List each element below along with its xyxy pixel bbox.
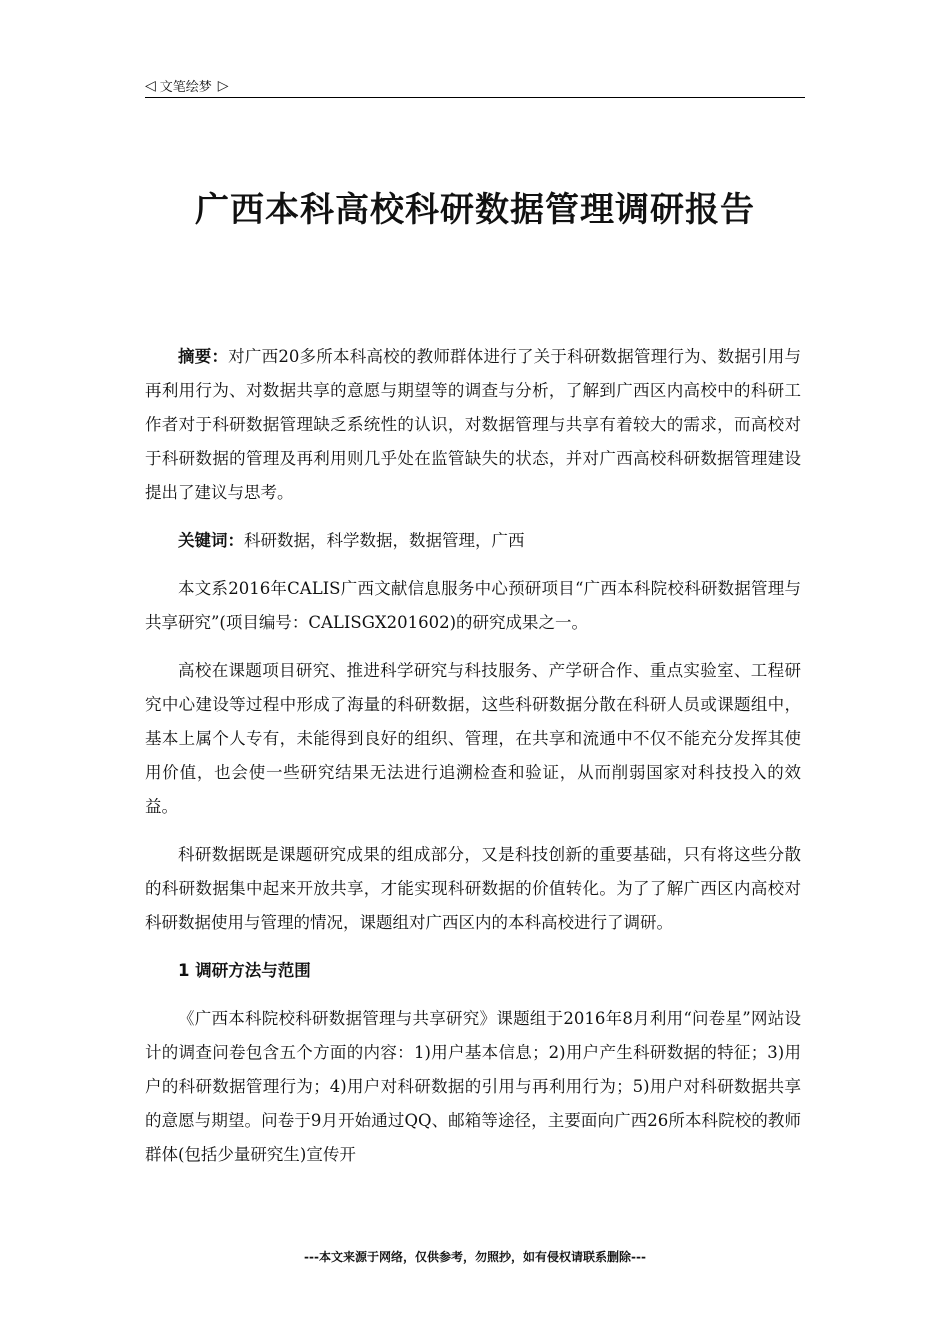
document-body xyxy=(145,340,801,1186)
right-triangle-icon: ▷ xyxy=(217,77,229,94)
header-name: 文笔绘梦 xyxy=(159,80,212,95)
body-paragraph: 高校在课题项目研究、推进科学研究与科技服务、产学研合作、重点实验室、工程研究中心建设等过程中形成了海量的科研数据，这些科研数据分散在科研人员或课题组中，基本上属个人专有，未能得到良好的组织、管理，在共享和流通中不仅不能充分发挥其使用价值，也会使一些研究结果无法进行追溯检查和验证，从而削弱国家对科技投入的效益。 xyxy=(145,661,801,816)
body-paragraph: 科研数据既是课题研究成果的组成部分，又是科技创新的重要基础，只有将这些分散的科研数据集中起来开放共享，才能实现科研数据的价值转化。为了了解广西区内高校对科研数据使用与管理的情况，课题组对广西区内的本科高校进行了调研。 xyxy=(145,845,801,932)
keywords-label: 关键词： xyxy=(178,531,244,550)
abstract-label: 摘要： xyxy=(178,347,229,366)
page-header xyxy=(145,74,805,98)
left-triangle-icon: ◁ xyxy=(145,77,156,94)
keywords-text: 科研数据，科学数据，数据管理，广西 xyxy=(244,531,525,550)
section-paragraph: 《广西本科院校科研数据管理与共享研究》课题组于2016年8月利用“问卷星”网站设计的调查问卷包含五个方面的内容：1)用户基本信息；2)用户产生科研数据的特征；3)用户的科研数据管理行为；4)用户对科研数据的引用与再利用行为；5)用户对科研数据共享的意愿与期望。问卷于9月开始通过QQ、邮箱等途径，主要面向广西26所本科院校的教师群体(包括少量研究生)宣传开 xyxy=(145,1009,801,1164)
document-title: 广西本科高校科研数据管理调研报告 xyxy=(195,190,755,230)
abstract-paragraph xyxy=(145,340,801,510)
funding-paragraph: 本文系2016年CALIS广西文献信息服务中心预研项目“广西本科院校科研数据管理与共享研究”(项目编号：CALISGX201602)的研究成果之一。 xyxy=(145,579,801,632)
keywords-paragraph xyxy=(145,524,801,558)
page-footer: ---本文来源于网络，仅供参考，勿照抄，如有侵权请联系删除--- xyxy=(304,1250,646,1264)
abstract-text: 对广西20多所本科高校的教师群体进行了关于科研数据管理行为、数据引用与再利用行为、对数据共享的意愿与期望等的调查与分析，了解到广西区内高校中的科研工作者对于科研数据管理缺乏系统性的认识，对数据管理与共享有着较大的需求，而高校对于科研数据的管理及再利用则几乎处在监管缺失的状态，并对广西高校科研数据管理建设提出了建议与思考。 xyxy=(145,347,802,502)
section-heading: 1 调研方法与范围 xyxy=(178,961,311,980)
